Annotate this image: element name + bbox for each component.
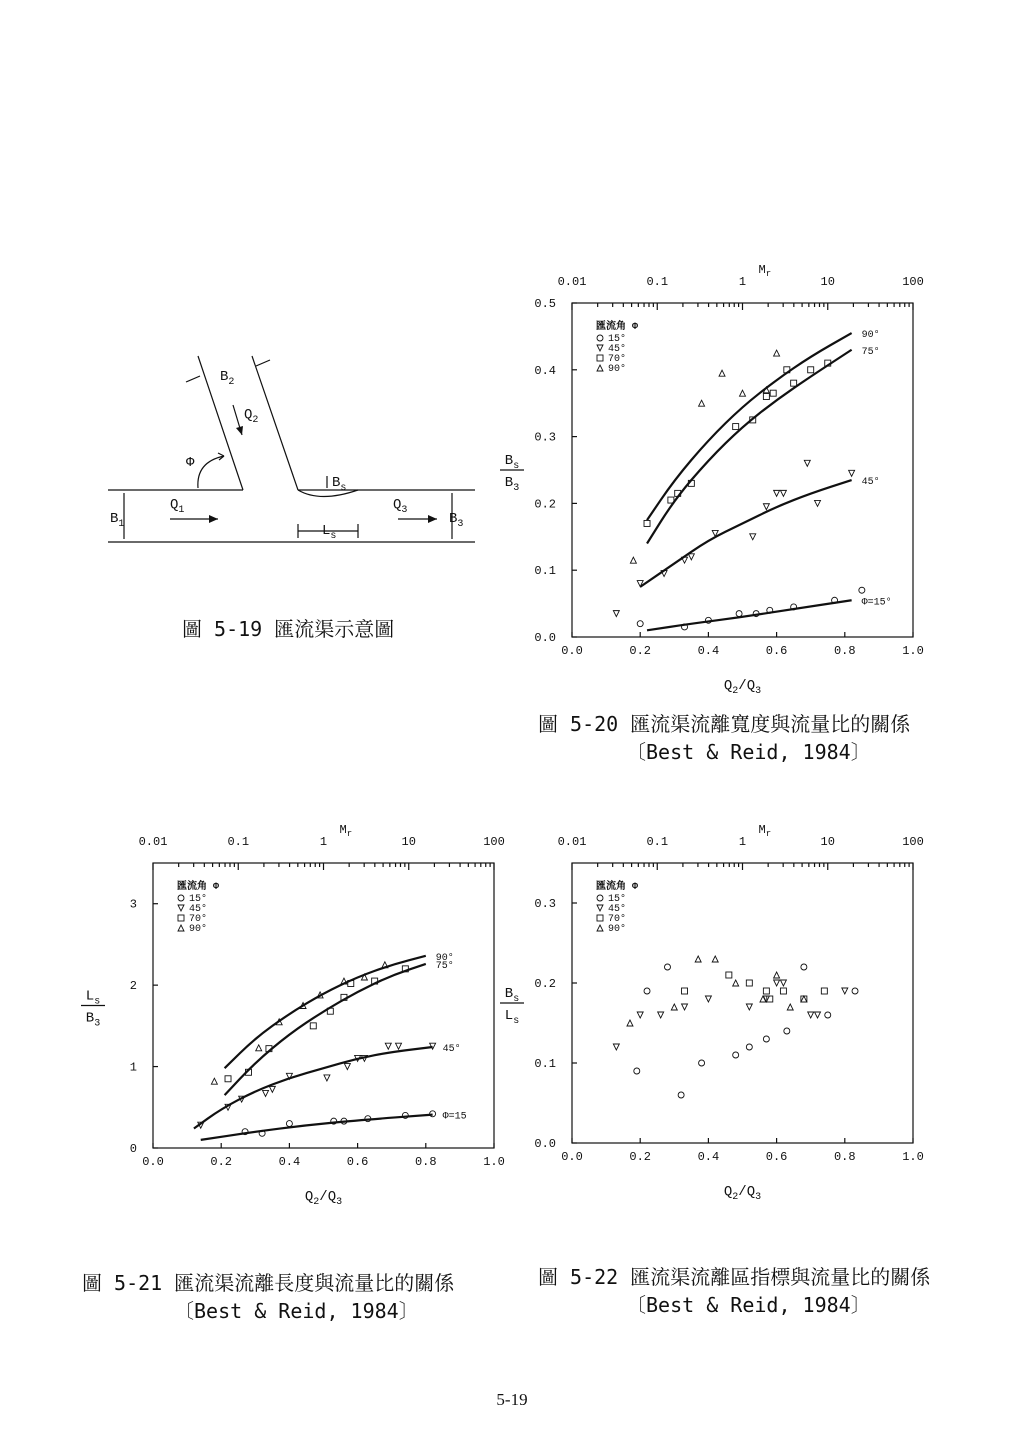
data-point xyxy=(225,1076,231,1082)
legend-entry: 45° xyxy=(608,904,627,915)
legend-marker xyxy=(597,345,603,351)
tributary-right-wall xyxy=(252,356,298,490)
data-point xyxy=(815,500,821,506)
x-tick-label: 0.2 xyxy=(210,1155,233,1169)
data-point xyxy=(699,400,705,406)
b2-dimension-left xyxy=(186,376,200,382)
data-point xyxy=(849,470,855,476)
data-point xyxy=(644,520,650,526)
data-point xyxy=(733,424,739,430)
top-tick-label: 1 xyxy=(738,275,747,289)
top-tick-label: 100 xyxy=(902,835,924,849)
y-tick-label: 0.0 xyxy=(534,1137,556,1151)
data-point xyxy=(815,1012,821,1018)
b2-dimension-right xyxy=(256,360,270,366)
curve-label: Φ=15° xyxy=(861,597,892,609)
data-point xyxy=(256,1045,262,1051)
data-point xyxy=(804,460,810,466)
data-point xyxy=(791,380,797,386)
x-tick-label: 1.0 xyxy=(483,1155,505,1169)
data-point xyxy=(774,490,780,496)
q2-arrowhead xyxy=(236,426,243,435)
y-tick-label: 0.1 xyxy=(534,1057,556,1071)
page-number: 5-19 xyxy=(496,1390,528,1409)
data-point xyxy=(770,390,776,396)
fig20-caption-line1: 圖 5-20 匯流渠流離寬度與流量比的關係 xyxy=(538,712,911,736)
chart-fig21 xyxy=(81,823,505,1208)
data-point xyxy=(286,1121,292,1127)
legend-marker xyxy=(178,905,184,911)
fig19-caption: 圖 5-19 匯流渠示意圖 xyxy=(182,617,395,641)
chart-fig20 xyxy=(500,263,924,697)
data-point xyxy=(780,988,786,994)
x-tick-label: 0.6 xyxy=(346,1155,369,1169)
data-point xyxy=(808,1012,814,1018)
curve-label: 90° xyxy=(861,330,880,342)
y-axis-label-denominator: $B_3$ xyxy=(504,475,520,494)
data-point xyxy=(726,972,732,978)
legend-marker xyxy=(597,895,603,901)
data-point xyxy=(784,1028,790,1034)
top-tick-label: 10 xyxy=(820,835,835,849)
q1-label: $Q_1$ xyxy=(170,497,185,516)
data-point xyxy=(763,394,769,400)
confluence-schematic xyxy=(108,356,475,542)
data-point xyxy=(801,964,807,970)
data-point xyxy=(787,1004,793,1010)
fig22-caption-line2: 〔Best & Reid, 1984〕 xyxy=(626,1293,871,1317)
fig20-caption-line2: 〔Best & Reid, 1984〕 xyxy=(626,740,871,764)
angle-arc xyxy=(198,456,224,488)
legend-title: 匯流角 Φ xyxy=(596,882,639,893)
legend-entry: 15° xyxy=(608,894,627,905)
data-point xyxy=(385,1043,391,1049)
b1-label: $B_1$ xyxy=(110,511,125,530)
y-axis-label-denominator: $B_3$ xyxy=(85,1010,101,1030)
legend-marker xyxy=(597,905,603,911)
q3-arrowhead xyxy=(428,515,437,523)
data-point xyxy=(859,587,865,593)
data-point xyxy=(634,1068,640,1074)
y-tick-label: 3 xyxy=(129,897,137,912)
y-tick-label: 1 xyxy=(129,1060,137,1075)
top-tick-label: 0.01 xyxy=(557,835,587,849)
top-tick-label: 0.1 xyxy=(227,835,250,849)
y-tick-label: 0.1 xyxy=(534,564,556,579)
legend-entry: 90° xyxy=(608,924,627,935)
legend-title: 匯流角 Φ xyxy=(177,882,220,893)
x-tick-label: 0.4 xyxy=(697,644,720,658)
data-point xyxy=(310,1023,316,1029)
data-point xyxy=(750,534,756,540)
legend-title: 匯流角 Φ xyxy=(596,322,639,333)
data-point xyxy=(746,980,752,986)
legend-marker xyxy=(178,895,184,901)
top-tick-label: 100 xyxy=(483,835,505,849)
y-tick-label: 2 xyxy=(129,979,137,994)
data-point xyxy=(699,1060,705,1066)
top-tick-label: 0.1 xyxy=(646,835,669,849)
phi-label: Φ xyxy=(186,455,195,471)
q2-label: $Q_2$ xyxy=(244,407,259,426)
y-tick-label: 0.2 xyxy=(534,497,556,512)
data-point xyxy=(808,367,814,373)
x-tick-label: 1.0 xyxy=(902,644,924,658)
curve-label: 90° xyxy=(435,952,454,964)
data-point xyxy=(637,621,643,627)
x-tick-label: 0.8 xyxy=(414,1155,437,1169)
data-point xyxy=(682,988,688,994)
top-tick-label: 10 xyxy=(401,835,416,849)
curve-label: 75° xyxy=(861,346,880,358)
x-tick-label: 0.6 xyxy=(765,1150,788,1164)
data-point xyxy=(733,980,739,986)
data-point xyxy=(774,350,780,356)
data-point xyxy=(774,980,780,986)
fitted-curve xyxy=(640,480,851,587)
y-axis-label-numerator: $L_s$ xyxy=(85,988,101,1008)
y-axis-label-denominator: $L_s$ xyxy=(504,1008,520,1027)
b2-label: $B_2$ xyxy=(220,369,235,388)
data-point xyxy=(780,980,786,986)
data-point xyxy=(344,1064,350,1070)
data-point xyxy=(658,1012,664,1018)
legend-entry: 45° xyxy=(608,344,627,355)
data-point xyxy=(763,1036,769,1042)
y-tick-label: 0.3 xyxy=(534,430,556,445)
x-tick-label: 0.8 xyxy=(833,644,856,658)
data-point xyxy=(746,1004,752,1010)
legend-marker xyxy=(597,355,603,361)
y-axis-label-numerator: $B_s$ xyxy=(504,986,520,1005)
y-tick-label: 0.3 xyxy=(534,897,556,911)
data-point xyxy=(801,996,807,1002)
data-point xyxy=(712,956,718,962)
data-point xyxy=(763,988,769,994)
q3-label: $Q_3$ xyxy=(393,497,408,516)
data-point xyxy=(695,956,701,962)
y-tick-label: 0.4 xyxy=(534,363,556,378)
chart-fig22 xyxy=(500,823,924,1203)
x-tick-label: 0.2 xyxy=(629,1150,652,1164)
legend-entry: 45° xyxy=(189,904,208,915)
bs-label: $B_s$ xyxy=(332,475,347,494)
data-point xyxy=(842,988,848,994)
data-point xyxy=(627,1020,633,1026)
b3-label: $B_3$ xyxy=(449,511,464,530)
data-point xyxy=(825,1012,831,1018)
y-tick-label: 0.0 xyxy=(534,631,556,645)
fig21-caption-line1: 圖 5-21 匯流渠流離長度與流量比的關係 xyxy=(82,1271,455,1295)
legend-entry: 90° xyxy=(189,924,208,935)
data-point xyxy=(763,504,769,510)
data-point xyxy=(780,490,786,496)
data-point xyxy=(644,988,650,994)
fitted-curve xyxy=(201,1115,433,1140)
data-point xyxy=(852,988,858,994)
top-tick-label: 0.01 xyxy=(138,835,168,849)
y-tick-label: 0 xyxy=(129,1142,137,1156)
curve-label: 75° xyxy=(435,960,454,972)
data-point xyxy=(269,1086,275,1092)
top-axis-label: $M_r$ xyxy=(758,823,772,839)
y-tick-label: 0.5 xyxy=(534,297,556,311)
data-point xyxy=(613,611,619,617)
fitted-curve xyxy=(647,333,852,520)
legend-marker xyxy=(597,915,603,921)
data-point xyxy=(733,1052,739,1058)
x-tick-label: 0.8 xyxy=(833,1150,856,1164)
data-point xyxy=(719,370,725,376)
legend-marker xyxy=(597,365,603,371)
legend-entry: 70° xyxy=(608,354,627,365)
fitted-curve xyxy=(647,600,852,630)
top-tick-label: 1 xyxy=(738,835,747,849)
data-point xyxy=(774,972,780,978)
data-point xyxy=(671,1004,677,1010)
x-tick-label: 0.2 xyxy=(629,644,652,658)
legend-entry: 70° xyxy=(608,914,627,925)
data-point xyxy=(637,1012,643,1018)
q1-arrowhead xyxy=(209,515,218,523)
legend-entry: 15° xyxy=(608,334,627,345)
data-point xyxy=(736,611,742,617)
top-tick-label: 0.01 xyxy=(557,275,587,289)
top-axis-label: $M_r$ xyxy=(339,823,353,839)
data-point xyxy=(746,1044,752,1050)
legend-marker xyxy=(597,335,603,341)
legend-marker xyxy=(178,925,184,931)
y-axis-label-numerator: $B_s$ xyxy=(504,453,520,472)
data-point xyxy=(396,1043,402,1049)
x-tick-label: 0.6 xyxy=(765,644,788,658)
x-tick-label: 0.0 xyxy=(561,644,583,658)
fig21-caption-line2: 〔Best & Reid, 1984〕 xyxy=(174,1299,419,1323)
y-tick-label: 0.2 xyxy=(534,977,556,991)
legend-entry: 90° xyxy=(608,364,627,375)
top-tick-label: 1 xyxy=(319,835,328,849)
legend-entry: 70° xyxy=(189,914,208,925)
data-point xyxy=(821,988,827,994)
x-tick-label: 0.4 xyxy=(697,1150,720,1164)
x-tick-label: 0.0 xyxy=(142,1155,164,1169)
data-point xyxy=(740,390,746,396)
legend-entry: 15° xyxy=(189,894,208,905)
data-point xyxy=(678,1092,684,1098)
data-point xyxy=(705,996,711,1002)
data-point xyxy=(688,554,694,560)
curve-label: 45° xyxy=(861,477,880,489)
data-point xyxy=(613,1044,619,1050)
curve-label: 45° xyxy=(442,1044,461,1056)
x-tick-label: 0.0 xyxy=(561,1150,583,1164)
curve-label: Φ=15 xyxy=(442,1111,467,1123)
x-axis-label: $Q_2/Q_3$ xyxy=(304,1189,343,1208)
data-point xyxy=(630,557,636,563)
data-point xyxy=(263,1090,269,1096)
data-point xyxy=(682,557,688,563)
data-point xyxy=(324,1075,330,1081)
data-point xyxy=(664,964,670,970)
legend-marker xyxy=(178,915,184,921)
x-axis-label: $Q_2/Q_3$ xyxy=(723,678,762,697)
top-tick-label: 10 xyxy=(820,275,835,289)
data-point xyxy=(211,1078,217,1084)
fig22-caption-line1: 圖 5-22 匯流渠流離區指標與流量比的關係 xyxy=(538,1265,931,1289)
x-tick-label: 0.4 xyxy=(278,1155,301,1169)
top-tick-label: 0.1 xyxy=(646,275,669,289)
legend-marker xyxy=(597,925,603,931)
top-axis-label: $M_r$ xyxy=(758,263,772,279)
top-tick-label: 100 xyxy=(902,275,924,289)
x-tick-label: 1.0 xyxy=(902,1150,924,1164)
fitted-curve xyxy=(647,350,852,544)
ls-label: $L_s$ xyxy=(322,523,337,542)
data-point xyxy=(682,1004,688,1010)
x-axis-label: $Q_2/Q_3$ xyxy=(723,1184,762,1203)
separation-zone-curve xyxy=(298,490,358,497)
